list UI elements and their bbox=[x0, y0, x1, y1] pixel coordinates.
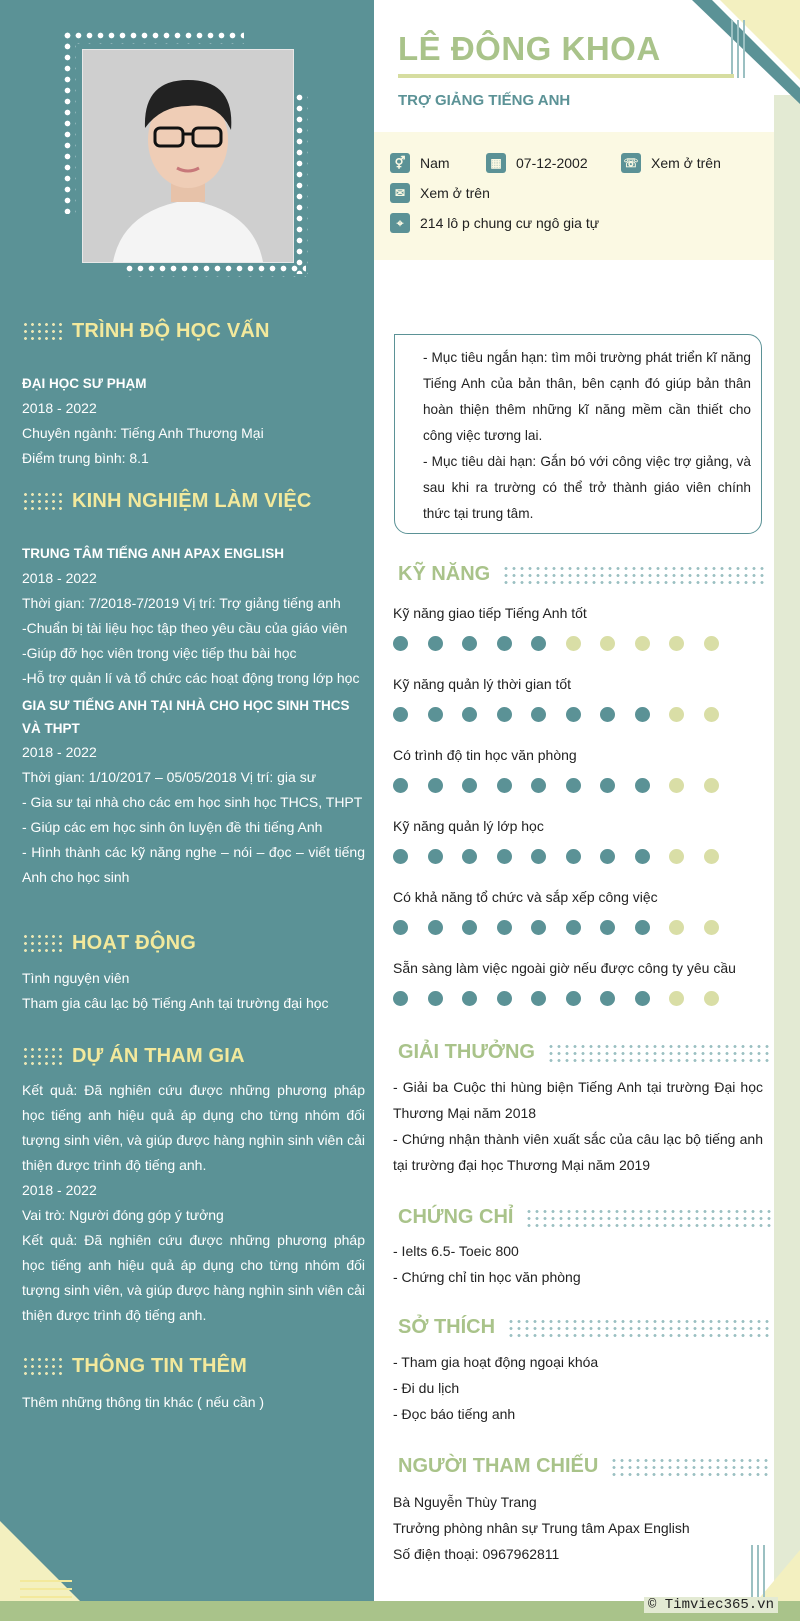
skill-rating bbox=[393, 849, 738, 864]
job-line: -Chuẩn bị tài liệu học tập theo yêu cầu của giáo viên bbox=[22, 620, 348, 636]
skill-label: Kỹ năng giao tiếp Tiếng Anh tốt bbox=[393, 605, 587, 621]
info-email bbox=[390, 183, 490, 203]
top-corner-decoration bbox=[680, 0, 800, 120]
skill-dot-filled bbox=[462, 778, 477, 793]
header-dots bbox=[525, 1208, 773, 1228]
skill-dot-filled bbox=[393, 849, 408, 864]
skill-dot-filled bbox=[497, 991, 512, 1006]
skill-dot-filled bbox=[600, 707, 615, 722]
gender-value: Nam bbox=[420, 155, 450, 171]
skill-dot-filled bbox=[428, 849, 443, 864]
section-title: HOẠT ĐỘNG bbox=[72, 932, 197, 954]
skill-dot-empty bbox=[704, 707, 719, 722]
skill-dot-filled bbox=[428, 778, 443, 793]
awards-content bbox=[393, 1074, 763, 1178]
skill-dot-filled bbox=[635, 778, 650, 793]
projects-content bbox=[22, 1078, 365, 1328]
email-icon: ✉ bbox=[390, 183, 410, 203]
activity-line: Tham gia câu lạc bộ Tiếng Anh tại trường đại học bbox=[22, 995, 329, 1011]
section-title: DỰ ÁN THAM GIA bbox=[72, 1045, 245, 1067]
photo-dots-bottom bbox=[124, 263, 306, 277]
skill-dot-empty bbox=[669, 991, 684, 1006]
job-line: -Giúp đỡ học viên trong việc tiếp thu bài học bbox=[22, 645, 297, 661]
section-activities-header bbox=[22, 932, 196, 955]
skill-dot-filled bbox=[393, 707, 408, 722]
skill-dot-filled bbox=[600, 920, 615, 935]
award-line: - Chứng nhận thành viên xuất sắc của câu lạc bộ tiếng anh tại trường đại học Thương Mại năm 2019 bbox=[393, 1131, 763, 1173]
skill-dot-filled bbox=[428, 991, 443, 1006]
skill-dot-empty bbox=[704, 991, 719, 1006]
skill-dot-filled bbox=[497, 920, 512, 935]
skill-label: Sẵn sàng làm việc ngoài giờ nếu được công ty yêu cầu bbox=[393, 960, 736, 976]
skill-dot-filled bbox=[635, 707, 650, 722]
skill-dot-filled bbox=[497, 636, 512, 651]
skill-dot-empty bbox=[704, 849, 719, 864]
dots-grid-icon bbox=[22, 491, 62, 513]
objective-long: - Mục tiêu dài hạn: Gắn bó với công việc trợ giảng, và sau khi ra trường có thể trở thành giáo viên chính thức tại trung tâm. bbox=[423, 454, 751, 521]
photo-dots-top bbox=[62, 30, 244, 44]
certificate-line: - Ielts 6.5- Toeic 800 bbox=[393, 1243, 519, 1259]
gender-icon: ⚥ bbox=[390, 153, 410, 173]
skill-dot-empty bbox=[704, 920, 719, 935]
job-line: - Gia sư tại nhà cho các em học sinh học THCS, THPT bbox=[22, 794, 363, 810]
left-column bbox=[0, 0, 374, 1621]
phone-value: Xem ở trên bbox=[651, 155, 721, 171]
section-awards-header bbox=[398, 1041, 773, 1064]
references-content bbox=[393, 1489, 763, 1567]
calendar-icon: ▦ bbox=[486, 153, 506, 173]
extra-text: Thêm những thông tin khác ( nếu cần ) bbox=[22, 1394, 265, 1410]
education-content bbox=[22, 371, 365, 471]
email-value: Xem ở trên bbox=[420, 185, 490, 201]
location-icon: ⌖ bbox=[390, 213, 410, 233]
dots-grid-icon bbox=[22, 1356, 62, 1378]
avatar bbox=[83, 50, 293, 262]
reference-line: Số điện thoại: 0967962811 bbox=[393, 1546, 560, 1562]
skill-dot-filled bbox=[497, 707, 512, 722]
skill-dot-filled bbox=[497, 849, 512, 864]
skill-dot-filled bbox=[566, 778, 581, 793]
skill-dot-empty bbox=[704, 636, 719, 651]
name-underline bbox=[398, 74, 734, 78]
candidate-name: LÊ ĐÔNG KHOA bbox=[398, 30, 661, 67]
skill-dot-filled bbox=[566, 707, 581, 722]
skill-dot-filled bbox=[635, 991, 650, 1006]
job-line: -Hỗ trợ quản lí và tổ chức các hoạt động trong lớp học bbox=[22, 670, 360, 686]
skill-dot-filled bbox=[531, 707, 546, 722]
reference-line: Trưởng phòng nhân sự Trung tâm Apax English bbox=[393, 1520, 690, 1536]
skill-dot-filled bbox=[428, 707, 443, 722]
objective-short: - Mục tiêu ngắn hạn: tìm môi trường phát triển kĩ năng Tiếng Anh của bản thân, bên cạnh đó giúp bản thân hoàn thiện thêm những kĩ năng mềm cần thiết cho công việc tương lai. bbox=[423, 350, 751, 443]
project-role: Vai trò: Người đóng góp ý tưởng bbox=[22, 1207, 224, 1223]
section-references-header bbox=[398, 1455, 770, 1478]
skill-dot-filled bbox=[531, 920, 546, 935]
section-education-header bbox=[22, 320, 270, 343]
certificates-content bbox=[393, 1238, 763, 1290]
skill-dot-filled bbox=[497, 778, 512, 793]
job-line: Thời gian: 7/2018-7/2019 Vị trí: Trợ giảng tiếng anh bbox=[22, 595, 341, 611]
hobby-line: - Đọc báo tiếng anh bbox=[393, 1406, 516, 1422]
skill-rating bbox=[393, 991, 738, 1006]
hobby-line: - Đi du lịch bbox=[393, 1380, 460, 1396]
skill-dot-filled bbox=[531, 849, 546, 864]
skill-dot-filled bbox=[462, 849, 477, 864]
section-projects-header bbox=[22, 1045, 245, 1068]
section-skills-header bbox=[398, 563, 766, 586]
skill-label: Có trình độ tin học văn phòng bbox=[393, 747, 577, 763]
section-title: SỞ THÍCH bbox=[398, 1316, 496, 1338]
section-hobbies-header bbox=[398, 1316, 771, 1339]
dots-grid-icon bbox=[22, 321, 62, 343]
candidate-role: TRỢ GIẢNG TIẾNG ANH bbox=[398, 92, 571, 109]
hobby-line: - Tham gia hoạt động ngoại khóa bbox=[393, 1354, 599, 1370]
header-dots bbox=[502, 565, 766, 585]
job-line: Thời gian: 1/10/2017 – 05/05/2018 Vị trí: gia sư bbox=[22, 769, 317, 785]
career-objective bbox=[394, 334, 762, 534]
award-line: - Giải ba Cuộc thi hùng biện Tiếng Anh tại trường Đại học Thương Mại năm 2018 bbox=[393, 1079, 763, 1121]
skill-dot-filled bbox=[462, 707, 477, 722]
reference-line: Bà Nguyễn Thùy Trang bbox=[393, 1494, 537, 1510]
address-value: 214 lô p chung cư ngô gia tự bbox=[420, 215, 600, 231]
section-title: TRÌNH ĐỘ HỌC VẤN bbox=[72, 320, 270, 342]
skill-dot-filled bbox=[566, 991, 581, 1006]
project-result: Kết quả: Đã nghiên cứu được những phương pháp học tiếng anh hiệu quả áp dụng cho từng nhóm đối tượng sinh viên, và giúp được hàng nghìn sinh viên cải thiện được trình độ tiếng anh. bbox=[22, 1232, 365, 1323]
education-gpa: Điểm trung bình: 8.1 bbox=[22, 450, 149, 466]
skill-dot-empty bbox=[669, 920, 684, 935]
section-certificates-header bbox=[398, 1206, 773, 1229]
info-gender bbox=[390, 153, 450, 173]
skill-dot-empty bbox=[600, 636, 615, 651]
info-dob bbox=[486, 153, 588, 173]
skill-dot-filled bbox=[600, 991, 615, 1006]
info-phone bbox=[621, 153, 721, 173]
dots-grid-icon bbox=[22, 1046, 62, 1068]
section-title: KỸ NĂNG bbox=[398, 563, 491, 585]
extra-content bbox=[22, 1390, 365, 1415]
skill-dot-filled bbox=[462, 991, 477, 1006]
hobbies-content bbox=[393, 1349, 763, 1427]
skill-label: Kỹ năng quản lý lớp học bbox=[393, 818, 544, 834]
section-experience-header bbox=[22, 490, 312, 513]
skill-dot-filled bbox=[462, 920, 477, 935]
skill-dot-filled bbox=[635, 920, 650, 935]
skill-dot-filled bbox=[566, 849, 581, 864]
skill-dot-empty bbox=[704, 778, 719, 793]
info-address bbox=[390, 213, 599, 233]
project-result: Kết quả: Đã nghiên cứu được những phương pháp học tiếng anh hiệu quả áp dụng cho từng nhóm đối tượng sinh viên, và giúp được hàng nghìn sinh viên cải thiện được trình độ tiếng anh. bbox=[22, 1082, 365, 1173]
section-extra-header bbox=[22, 1355, 247, 1378]
job-line: - Giúp các em học sinh ôn luyện đề thi tiếng Anh bbox=[22, 819, 323, 835]
header-dots bbox=[610, 1457, 770, 1477]
school-name: ĐẠI HỌC SƯ PHẠM bbox=[22, 376, 147, 391]
job-years: 2018 - 2022 bbox=[22, 570, 97, 586]
job-line: - Hình thành các kỹ năng nghe – nói – đọc – viết tiếng Anh cho học sinh bbox=[22, 844, 365, 885]
certificate-line: - Chứng chỉ tin học văn phòng bbox=[393, 1269, 581, 1285]
skill-dot-filled bbox=[600, 778, 615, 793]
profile-photo bbox=[82, 49, 294, 263]
education-major: Chuyên ngành: Tiếng Anh Thương Mại bbox=[22, 425, 264, 441]
skill-rating bbox=[393, 778, 738, 793]
skill-dot-filled bbox=[531, 636, 546, 651]
project-years: 2018 - 2022 bbox=[22, 1182, 97, 1198]
skill-dot-empty bbox=[635, 636, 650, 651]
job-years: 2018 - 2022 bbox=[22, 744, 97, 760]
skill-dot-filled bbox=[393, 778, 408, 793]
copyright-text: © Timviec365.vn bbox=[644, 1597, 778, 1613]
section-title: KINH NGHIỆM LÀM VIỆC bbox=[72, 490, 312, 512]
skill-dot-filled bbox=[566, 920, 581, 935]
job-company: GIA SƯ TIẾNG ANH TẠI NHÀ CHO HỌC SINH THCS VÀ THPT bbox=[22, 698, 350, 736]
header-dots bbox=[547, 1043, 773, 1063]
phone-icon: ☏ bbox=[621, 153, 641, 173]
skill-rating bbox=[393, 920, 738, 935]
right-stripe bbox=[774, 95, 800, 1621]
skill-dot-filled bbox=[428, 920, 443, 935]
photo-dots-left bbox=[62, 30, 76, 214]
photo-dots-right bbox=[294, 92, 308, 274]
dots-grid-icon bbox=[22, 933, 62, 955]
skill-dot-empty bbox=[669, 707, 684, 722]
section-title: NGƯỜI THAM CHIẾU bbox=[398, 1455, 599, 1477]
section-title: GIẢI THƯỞNG bbox=[398, 1041, 535, 1063]
header-dots bbox=[507, 1318, 771, 1338]
dob-value: 07-12-2002 bbox=[516, 155, 588, 171]
skill-dot-filled bbox=[393, 991, 408, 1006]
skill-dot-filled bbox=[462, 636, 477, 651]
skill-dot-filled bbox=[635, 849, 650, 864]
skill-label: Kỹ năng quản lý thời gian tốt bbox=[393, 676, 572, 692]
skill-dot-filled bbox=[531, 991, 546, 1006]
skill-dot-filled bbox=[393, 920, 408, 935]
education-years: 2018 - 2022 bbox=[22, 400, 97, 416]
skill-label: Có khả năng tổ chức và sắp xếp công việc bbox=[393, 889, 658, 905]
skill-rating bbox=[393, 636, 738, 651]
activities-content bbox=[22, 966, 365, 1016]
section-title: CHỨNG CHỈ bbox=[398, 1206, 514, 1228]
skill-dot-empty bbox=[669, 778, 684, 793]
skill-dot-empty bbox=[669, 636, 684, 651]
skill-dot-filled bbox=[393, 636, 408, 651]
job-company: TRUNG TÂM TIẾNG ANH APAX ENGLISH bbox=[22, 546, 284, 561]
skill-dot-empty bbox=[669, 849, 684, 864]
skill-rating bbox=[393, 707, 738, 722]
skill-dot-empty bbox=[566, 636, 581, 651]
activity-line: Tình nguyện viên bbox=[22, 970, 130, 986]
skill-dot-filled bbox=[428, 636, 443, 651]
skill-dot-filled bbox=[600, 849, 615, 864]
experience-content bbox=[22, 541, 365, 890]
skill-dot-filled bbox=[531, 778, 546, 793]
section-title: THÔNG TIN THÊM bbox=[72, 1355, 248, 1377]
